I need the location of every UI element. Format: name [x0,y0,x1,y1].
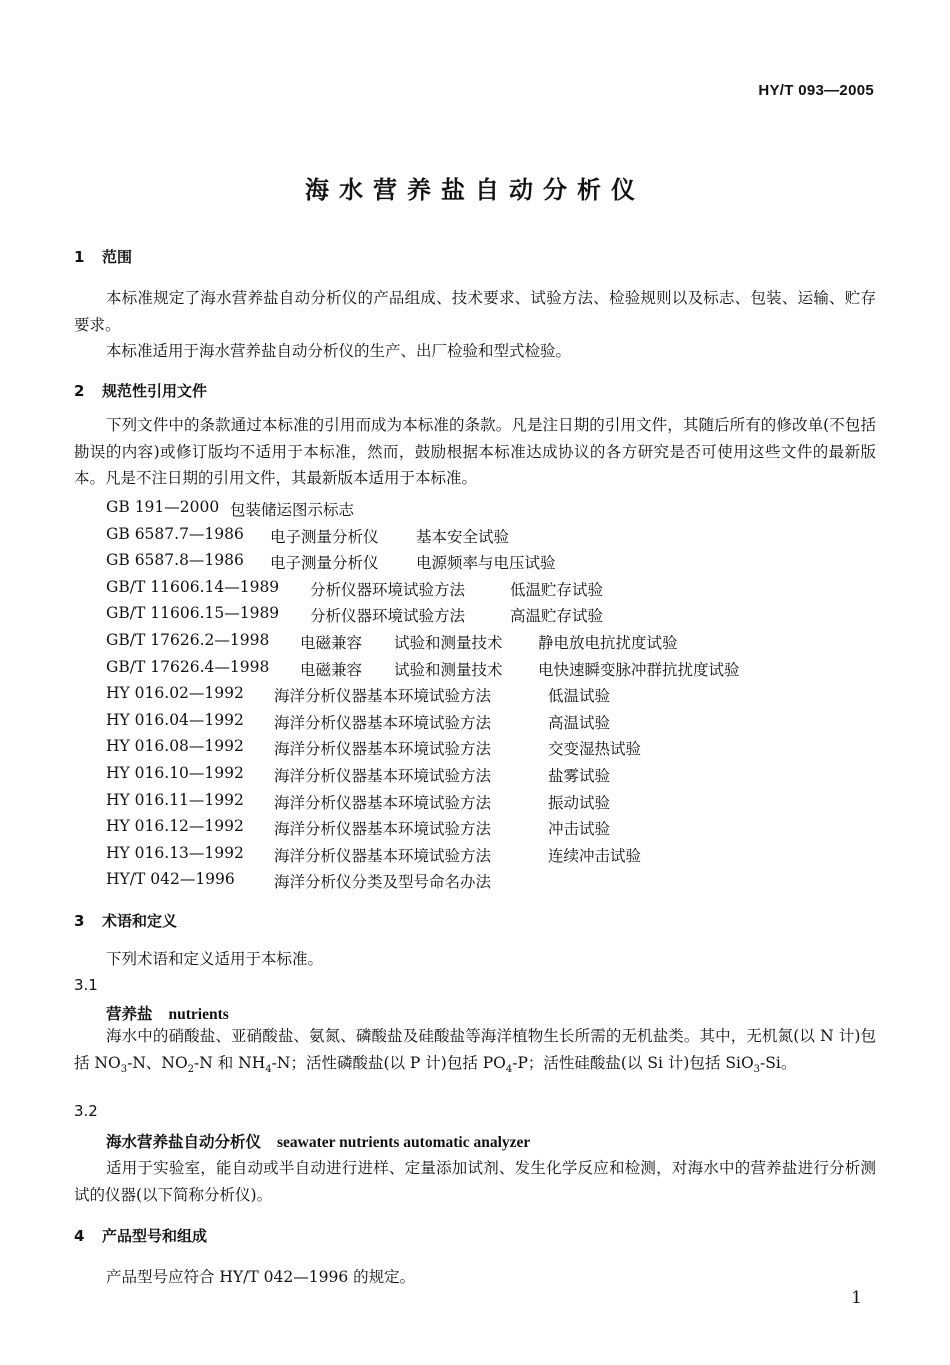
section-number: 4 [74,1227,85,1245]
reference-title-part: 分析仪器环境试验方法 [310,580,466,599]
section-title: 规范性引用文件 [102,382,208,400]
section-2-heading [74,380,207,401]
reference-code: GB/T 17626.2—1998 [106,631,270,649]
reference-code: HY 016.08—1992 [106,737,244,756]
reference-code: GB/T 17626.4—1998 [106,657,270,676]
term-definition: 适用于实验室，能自动或半自动进行进样、定量添加试剂、发生化学反应和检测，对海水中的营养盐进行分析测试的仪器(以下简称分析仪)。 [74,1159,876,1204]
reference-code: GB/T 11606.15—1989 [106,604,280,623]
reference-title-part: 电子测量分析仪 [270,554,379,573]
reference-code: GB 6587.7—1986 [106,524,244,543]
section-number: 2 [74,382,85,400]
reference-title-part: 低温试验 [548,687,611,706]
reference-title-part: 基本安全试验 [416,527,510,546]
term-number: 3.2 [74,1102,98,1120]
term-en: nutrients [168,1006,229,1023]
document-code: HY/T 093—2005 [758,82,874,99]
reference-code: GB 6587.8—1986 [106,551,244,570]
reference-title-part: 电源频率与电压试验 [416,554,556,573]
reference-title-part: 盐雾试验 [548,767,611,785]
reference-title-part: 试验和测量技术 [394,660,503,679]
reference-title-part: 电磁兼容 [300,634,363,652]
reference-title-part: 电快速瞬变脉冲群抗扰度试验 [538,660,740,679]
reference-code: HY 016.02—1992 [106,684,244,703]
term-zh: 海水营养盐自动分析仪 [106,1132,262,1151]
reference-title-part: 静电放电抗扰度试验 [538,634,678,652]
reference-title-part: 试验和测量技术 [394,634,503,652]
section-4-paragraph-1: 产品型号应符合 HY/T 042—1996 的规定。 [106,1268,416,1286]
reference-title-part: 交变湿热试验 [548,740,642,759]
term-heading [106,1002,229,1024]
section-1-paragraph-1: 本标准规定了海水营养盐自动分析仪的产品组成、技术要求、试验方法、检验规则以及标志、包装、运输、贮存要求。 [74,289,876,334]
section-number: 1 [74,248,85,266]
reference-title-part: 高温贮存试验 [510,607,604,626]
reference-title-part: 高温试验 [548,713,611,732]
section-title: 产品型号和组成 [102,1227,208,1245]
term-number: 3.1 [74,976,98,994]
reference-code: HY/T 042—1996 [106,870,235,889]
reference-title-part: 分析仪器环境试验方法 [310,607,466,626]
reference-title-part: 电磁兼容 [300,660,363,679]
reference-title-part: 海洋分析仪器基本环境试验方法 [274,740,492,759]
reference-title-part: 海洋分析仪器基本环境试验方法 [274,687,492,706]
reference-title-part: 海洋分析仪器基本环境试验方法 [274,713,492,732]
reference-title-part: 包装储运图示标志 [230,501,355,519]
section-1-heading [74,246,132,267]
term-zh: 营养盐 [106,1004,153,1023]
reference-title-part: 海洋分析仪器基本环境试验方法 [274,767,492,785]
section-number: 3 [74,912,85,930]
reference-title-part: 海洋分析仪器基本环境试验方法 [274,793,492,812]
section-title: 范围 [102,248,133,266]
section-4-heading [74,1225,207,1246]
reference-title-part: 海洋分析仪器基本环境试验方法 [274,820,492,839]
reference-code: HY 016.13—1992 [106,843,244,862]
document-title: 海水营养盐自动分析仪 [305,176,645,204]
reference-code: HY 016.11—1992 [106,790,244,809]
section-1-paragraph-2: 本标准适用于海水营养盐自动分析仪的生产、出厂检验和型式检验。 [106,342,572,360]
section-3-intro: 下列术语和定义适用于本标准。 [106,950,324,968]
section-title: 术语和定义 [102,912,178,930]
reference-title-part: 电子测量分析仪 [270,527,379,546]
reference-code: HY 016.10—1992 [106,764,244,782]
reference-title-part: 海洋分析仪器基本环境试验方法 [274,846,492,865]
reference-code: GB 191—2000 [106,498,220,516]
page-number: 1 [851,1288,862,1308]
reference-title-part: 连续冲击试验 [548,846,642,865]
section-2-paragraph-1: 下列文件中的条款通过本标准的引用而成为本标准的条款。凡是注日期的引用文件，其随后所有的修改单(不包括勘误的内容)或修订版均不适用于本标准，然而，鼓励根据本标准达成协议的各方研究是否可使用这些文件的最新版本。凡是不注日期的引用文件，其最新版本适用于本标准。 [74,416,876,487]
reference-title-part: 冲击试验 [548,820,611,839]
term-en: seawater nutrients automatic analyzer [277,1134,531,1151]
reference-title-part: 振动试验 [548,793,611,812]
term-definition: 海水中的硝酸盐、亚硝酸盐、氨氮、磷酸盐及硅酸盐等海洋植物生长所需的无机盐类。其中，无机氮(以 N 计)包括 $NO_3-N$、$NO_2-N$ 和 $NH_4-N$；活性磷酸盐(以 P 计)包括 $PO_4-P$；活性硅酸盐(以 Si 计)包括 SiO$_3$-Si。 [74,1027,876,1075]
reference-title-part: 海洋分析仪分类及型号命名办法 [274,873,492,892]
reference-code: HY 016.04—1992 [106,710,244,729]
term-heading [106,1130,530,1152]
section-3-heading [74,910,177,931]
reference-title-part: 低温贮存试验 [510,580,604,599]
reference-code: HY 016.12—1992 [106,817,244,836]
reference-code: GB/T 11606.14—1989 [106,577,280,596]
